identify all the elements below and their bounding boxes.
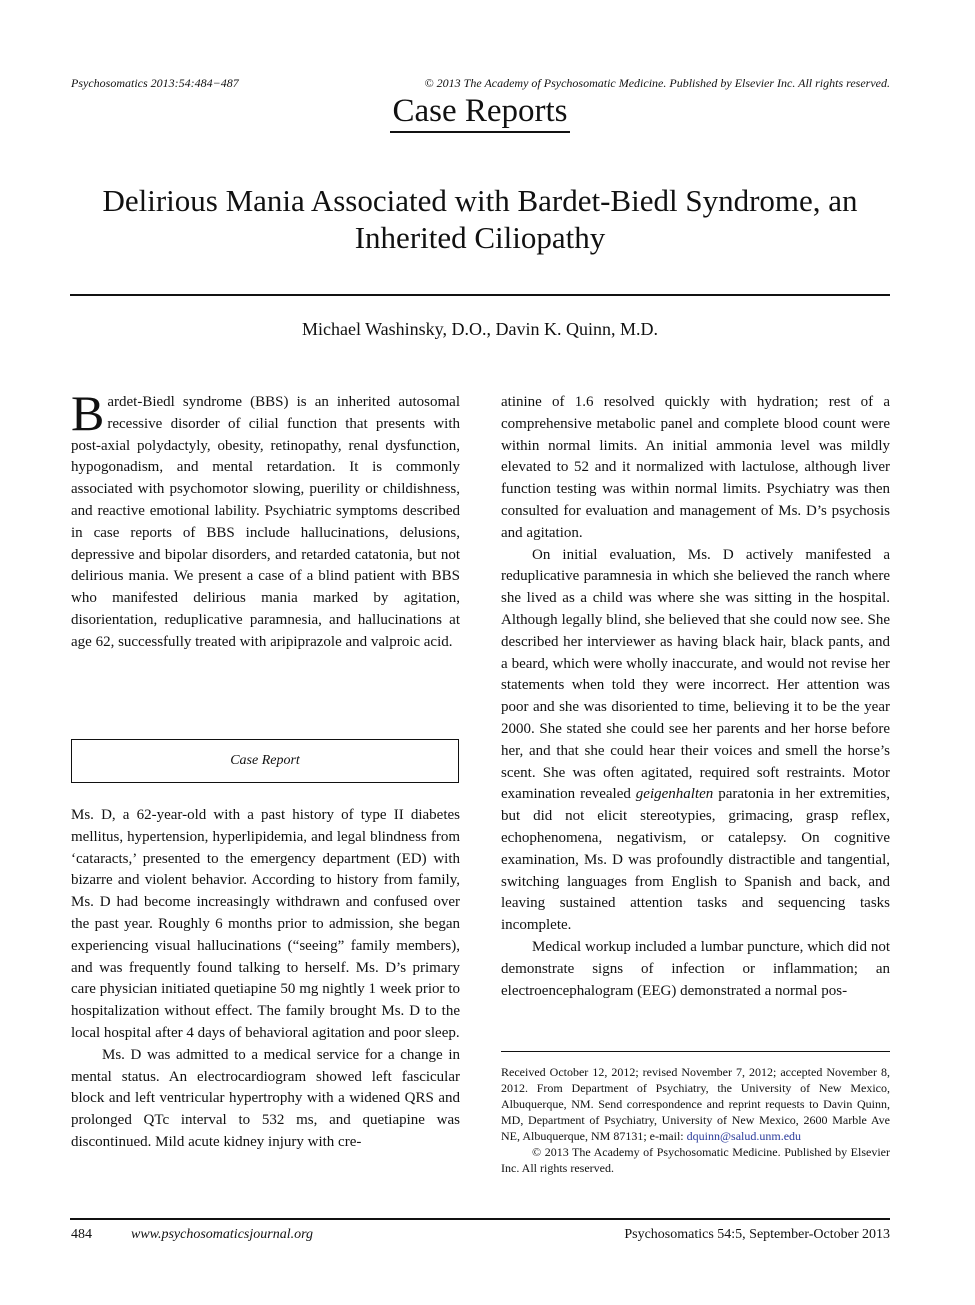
case-report-heading-box [71,739,459,783]
abstract-text: ardet-Biedl syndrome (BBS) is an inherited autosomal recessive disorder of cilial function that presents with post-axial polydactyly, obesity, retinopathy, renal dysfunction, hypogonadism, and mental retardation. It is commonly associated with psychomotor slowing, puerility or childishness, and reactive emotional lability. Psychiatric symptoms described in case reports of BBS include hallucinations, delusions, depressive and bipolar disorders, and retarded catatonia, but not delirious mania. We present a case of a blind patient with BBS who manifested delirious mania marked by agitation, disorientation, reduplicative paramnesia, and hallucinations at age 62, successfully treated with aripiprazole and valproic acid. [71,394,460,650]
article-authors: Michael Washinsky, D.O., Davin K. Quinn, M.D. [301,319,659,339]
journal-issue: Psychosomatics 54:5, September-October 2013 [624,1227,890,1242]
body-text: paratonia in her extremities, but did not elicit stereotypies, grimacing, grasp reflex, echophenomena, negativism, or catalepsy. On cognitive examination, Ms. D was profoundly distractible and tangential, switching languages from English to Spanish and back, and leaving sustained attention tasks and sequencing tasks incomplete. [501,786,890,934]
footnote-copyright: © 2013 The Academy of Psychosomatic Medicine. Published by Elsevier Inc. All rights reserved. [501,1145,890,1175]
body-paragraph [501,545,890,937]
header-copyright: © 2013 The Academy of Psychosomatic Medicine. Published by Elsevier Inc. All rights reserved. [424,76,890,90]
footnote [501,1064,890,1176]
section-title [0,92,960,133]
left-column-body [71,805,460,1154]
abstract-dropcap: B [71,385,105,441]
body-text: On initial evaluation, Ms. D actively manifested a reduplicative paramnesia in which she believed the ranch where she lived as a child was where she was sitting in the hospital. Although legally blind, she believed that she could now see. She described her interviewer as having black hair, black pants, and a beard, which were wholly inaccurate, and would not revise her statements when told they were incorrect. Her attention was poor and she was disoriented to time, believing it to be the year 2000. She stated she could see her parents and her horse before her, and that she could hear their voices and smell the horse’s scent. She was often agitated, required soft restraints. Motor examination revealed [501,546,890,803]
body-paragraph: Ms. D, a 62-year-old with a past history of type II diabetes mellitus, hypertension, hyperlipidemia, and legal blindness from ‘cataracts,’ presented to the emergency department (ED) with bizarre and violent behavior. According to history from family, Ms. D had become increasingly withdrawn and confused over the past year. Roughly 6 months prior to admission, she began experiencing visual hallucinations (“seeing” family members), and was frequently found talking to herself. Ms. D’s primary care physician initiated quetiapine 50 mg nightly 1 week prior to hospitalization without effect. The family brought Ms. D to the local hospital after 4 days of behavioral agitation and poor sleep. [71,807,460,1041]
footnote-divider [501,1051,890,1052]
case-report-heading: Case Report [230,753,300,768]
journal-url[interactable]: www.psychosomaticsjournal.org [131,1227,314,1242]
footer-divider [70,1218,890,1220]
right-column-body [501,392,890,1002]
page-number: 484 [71,1227,92,1242]
body-paragraph: atinine of 1.6 resolved quickly with hydration; rest of a comprehensive metabolic panel and complete blood count were within normal limits. An initial ammonia level was mildly elevated to 52 and it normalized with lactulose, although liver function testing was within normal limits. Psychiatry was then consulted for evaluation and management of Ms. D’s psychosis and agitation. [501,394,890,541]
article-title: Delirious Mania Associated with Bardet-Biedl Syndrome, an Inherited Ciliopathy [102,183,858,255]
title-divider [70,294,890,296]
email-link[interactable]: dquinn@salud.unm.edu [686,1129,802,1143]
italic-term: geigenhalten [635,786,714,803]
body-paragraph: Medical workup included a lumbar puncture, which did not demonstrate signs of infection or inflammation; an electroencephalogram (EEG) demonstrated a normal pos- [501,938,890,999]
journal-citation: Psychosomatics 2013:54:484−487 [71,76,239,90]
abstract [71,385,460,654]
footnote-received: Received October 12, 2012; revised November 7, 2012; accepted November 8, 2012. From Department of Psychiatry, the University of New Mexico, Albuquerque, NM. Send correspondence and reprint requests to Davin Quinn, MD, Department of Psychiatry, University of New Mexico, 2600 Marble Ave NE, Albuquerque, NM 87131; e-mail: [501,1065,890,1143]
body-paragraph: Ms. D was admitted to a medical service for a change in mental status. An electrocardiogram showed left fascicular block and left ventricular hypertrophy with a widened QRS and prolonged QTc interval to 532 ms, and quetiapine was discontinued. Mild acute kidney injury with cre- [71,1046,460,1150]
section-title-text: Case Reports [390,92,569,133]
